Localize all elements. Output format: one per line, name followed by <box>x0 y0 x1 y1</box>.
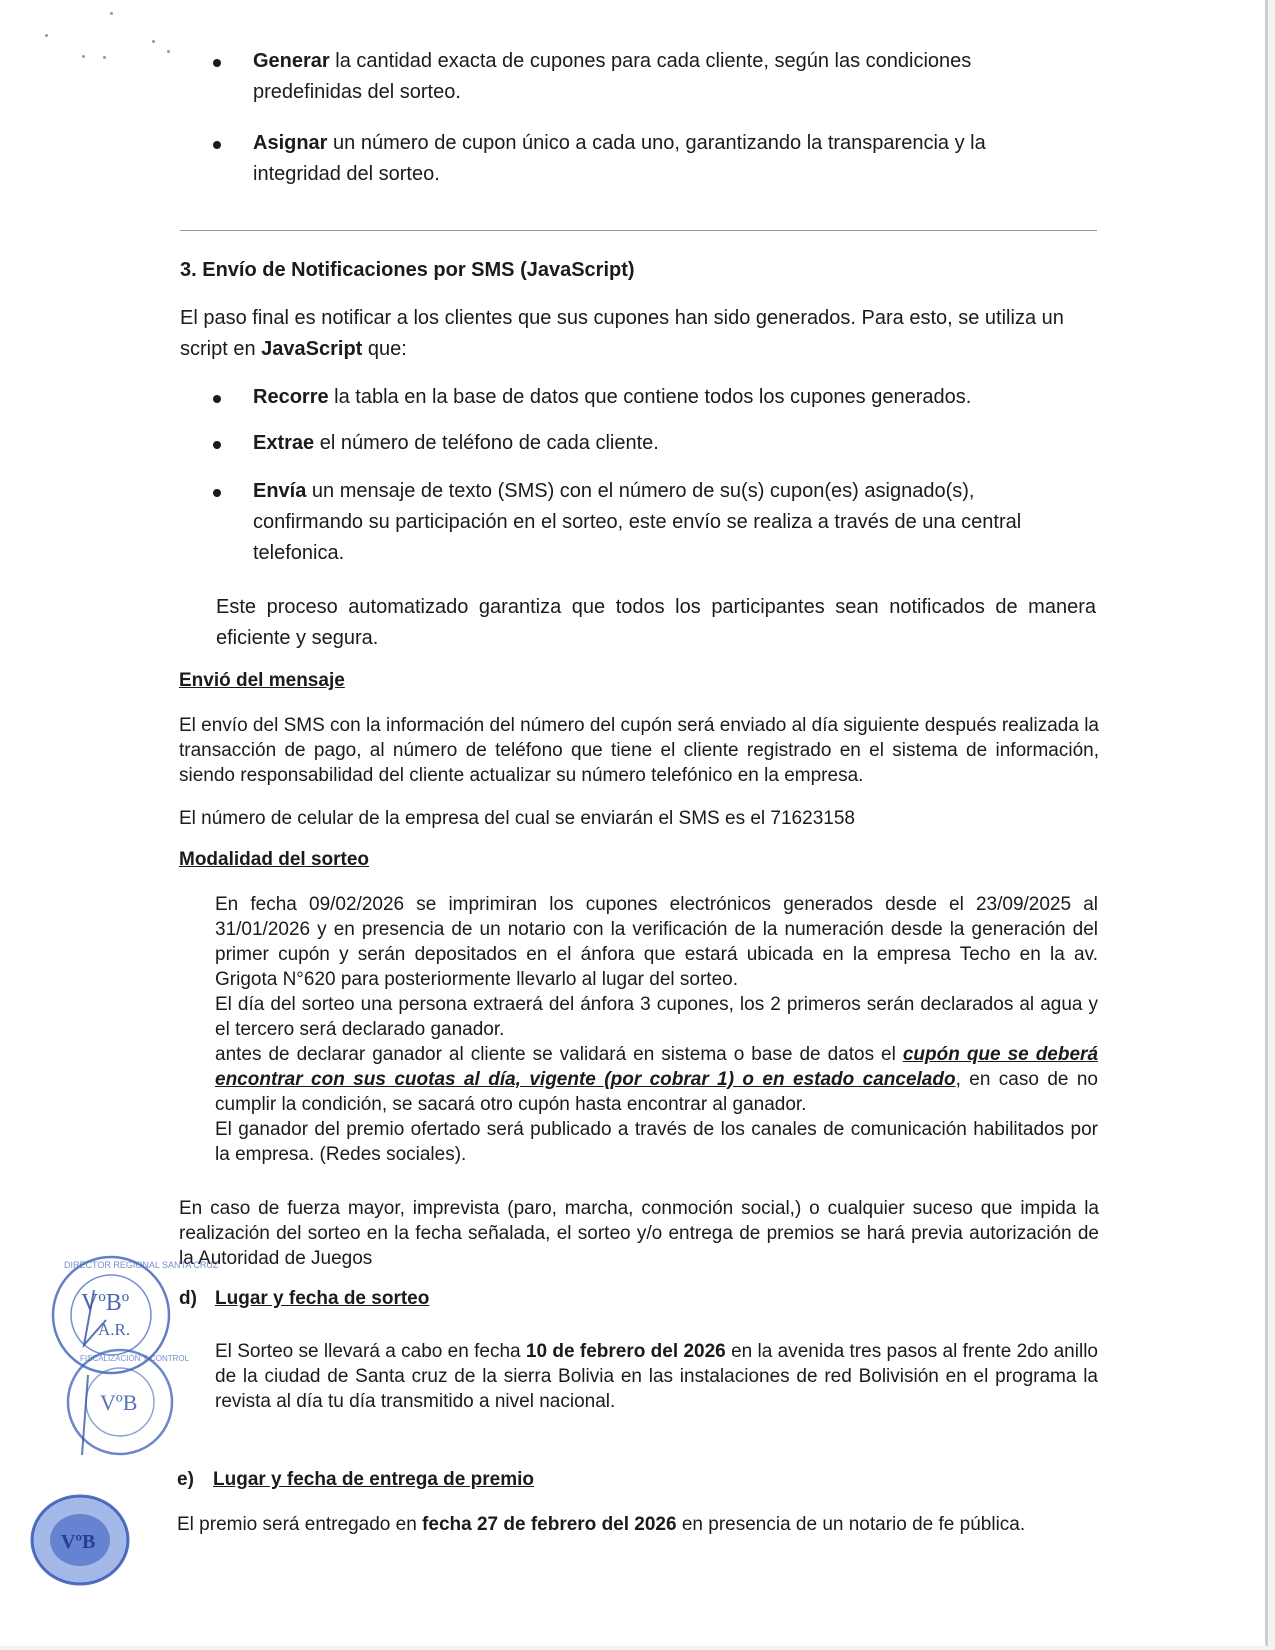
bullet-icon <box>213 489 221 497</box>
scan-speck <box>152 40 155 43</box>
bullet-keyword: Recorre <box>253 386 329 408</box>
bullet-text: el número de teléfono de cada cliente. <box>314 432 659 454</box>
svg-text:VºB: VºB <box>61 1531 96 1553</box>
bullet-text: la tabla en la base de datos que contiene todos los cupones generados. <box>328 386 972 408</box>
scan-speck <box>167 50 170 53</box>
bullet-keyword: Asignar <box>253 132 328 154</box>
p3-emphasis: cupón que se deberá encontrar con sus cuotas al día, vigente (por cobrar 1) o en estado cancelado <box>215 1044 1099 1090</box>
section-d-letter: d) <box>179 1288 197 1309</box>
modalidad-block <box>215 892 1098 1167</box>
svg-text:FISCALIZACIÓN Y CONTROL: FISCALIZACIÓN Y CONTROL <box>80 1354 190 1363</box>
modalidad-p2: El día del sorteo una persona extraerá del ánfora 3 cupones, los 2 primeros serán declarados al agua y el tercero será declarado ganador. <box>215 994 1098 1040</box>
bullet-keyword: Generar <box>253 50 330 72</box>
bullet-text: la cantidad exacta de cupones para cada cliente, según las condiciones predefinidas del sorteo. <box>253 50 972 103</box>
d-date: 10 de febrero del 2026 <box>525 1341 726 1362</box>
section-e-heading <box>177 1467 534 1492</box>
seal-stamp-icon <box>25 1490 135 1590</box>
scan-speck <box>82 55 85 58</box>
d-text-end: en la avenida tres pasos al frente 2do anillo de la ciudad de Santa cruz de la sierra Bolivia en las instalaciones de red Bolivisión en el programa la revista al día tu día transmitido a nivel nacional. <box>215 1341 1098 1412</box>
modalidad-p4: El ganador del premio ofertado será publicado a través de los canales de comunicación habilitados por la empresa. (Redes sociales). <box>215 1119 1098 1165</box>
section-3-closing: Este proceso automatizado garantiza que todos los participantes sean notificados de manera eficiente y segura. <box>216 596 1096 649</box>
svg-text:A.R.: A.R. <box>98 1320 131 1339</box>
intro-keyword: JavaScript <box>261 338 363 360</box>
section-3-intro <box>180 303 1100 365</box>
bullet-keyword: Extrae <box>253 432 315 454</box>
bullet-icon <box>213 395 221 403</box>
bullet-icon <box>213 59 221 67</box>
modalidad-p3 <box>215 1042 1098 1117</box>
section-d-paragraph <box>215 1339 1098 1414</box>
p3-text: antes de declarar ganador al cliente se validará en sistema o base de datos el <box>215 1044 903 1065</box>
bullet-icon <box>213 441 221 449</box>
fuerza-mayor-paragraph: En caso de fuerza mayor, imprevista (paro, marcha, conmoción social,) o cualquier suceso que impida la realización del sorteo en la fecha señalada, el sorteo y/o entrega de premios se hará previa autorización de la Autoridad de Juegos <box>179 1198 1099 1269</box>
bullet-keyword: Envía <box>253 480 307 502</box>
envio-heading: Envió del mensaje <box>179 670 345 691</box>
bullet-icon <box>213 141 221 149</box>
modalidad-p1: En fecha 09/02/2026 se imprimiran los cupones electrónicos generados desde el 23/09/2025 al 31/01/2026 y en presencia de un notario con la verificación de la numeración desde la generación del primer cupón y serán depositados en el ánfora que estará ubicada en la empresa Techo en la av. Grigota N°620 para posteriormente llevarlo al lugar del sorteo. <box>215 894 1098 990</box>
d-text: El Sorteo se llevará a cabo en fecha <box>215 1341 526 1362</box>
modalidad-heading: Modalidad del sorteo <box>179 849 370 870</box>
fiscalizacion-stamp-icon <box>60 1345 190 1460</box>
e-date: fecha 27 de febrero del 2026 <box>422 1514 677 1535</box>
intro-text: El paso final es notificar a los clientes que sus cupones han sido generados. Para esto, se utiliza un script en <box>180 307 1064 360</box>
svg-text:VºBº: VºBº <box>81 1290 130 1316</box>
e-text: El premio será entregado en <box>177 1514 423 1535</box>
company-phone-paragraph: El número de celular de la empresa del cual se enviarán el SMS es el 71623158 <box>179 808 855 829</box>
section-3-heading: 3. Envío de Notificaciones por SMS (JavaScript) <box>180 259 635 281</box>
scan-speck <box>103 56 106 59</box>
section-e-title: Lugar y fecha de entrega de premio <box>213 1469 534 1490</box>
section-d-title: Lugar y fecha de sorteo <box>215 1288 430 1309</box>
section-e-letter: e) <box>177 1469 194 1490</box>
e-text-end: en presencia de un notario de fe pública. <box>676 1514 1026 1535</box>
envio-paragraph: El envío del SMS con la información del número del cupón será enviado al día siguiente después realizada la transacción de pago, al número de teléfono que tiene el cliente registrado en el sistema de información, siendo responsabilidad del cliente actualizar su número telefónico en la empresa. <box>179 715 1099 786</box>
intro-text-end: que: <box>362 338 407 360</box>
section-d-heading <box>179 1286 429 1311</box>
bullet-text: un mensaje de texto (SMS) con el número de su(s) cupon(es) asignado(s), confirmando su participación en el sorteo, este envío se realiza a través de una central telefonica. <box>253 480 1022 564</box>
svg-text:VºB: VºB <box>100 1390 138 1415</box>
horizontal-rule <box>180 230 1097 231</box>
section-e-paragraph <box>177 1512 1107 1537</box>
bullet-text: un número de cupon único a cada uno, garantizando la transparencia y la integridad del sorteo. <box>253 132 986 185</box>
svg-text:DIRECTOR REGIONAL SANTA CRUZ: DIRECTOR REGIONAL SANTA CRUZ <box>64 1260 219 1270</box>
scan-speck <box>45 34 48 37</box>
scan-speck <box>110 12 113 15</box>
p3-text-end: , en caso de no cumplir la condición, se sacará otro cupón hasta encontrar al ganador. <box>215 1069 1098 1115</box>
